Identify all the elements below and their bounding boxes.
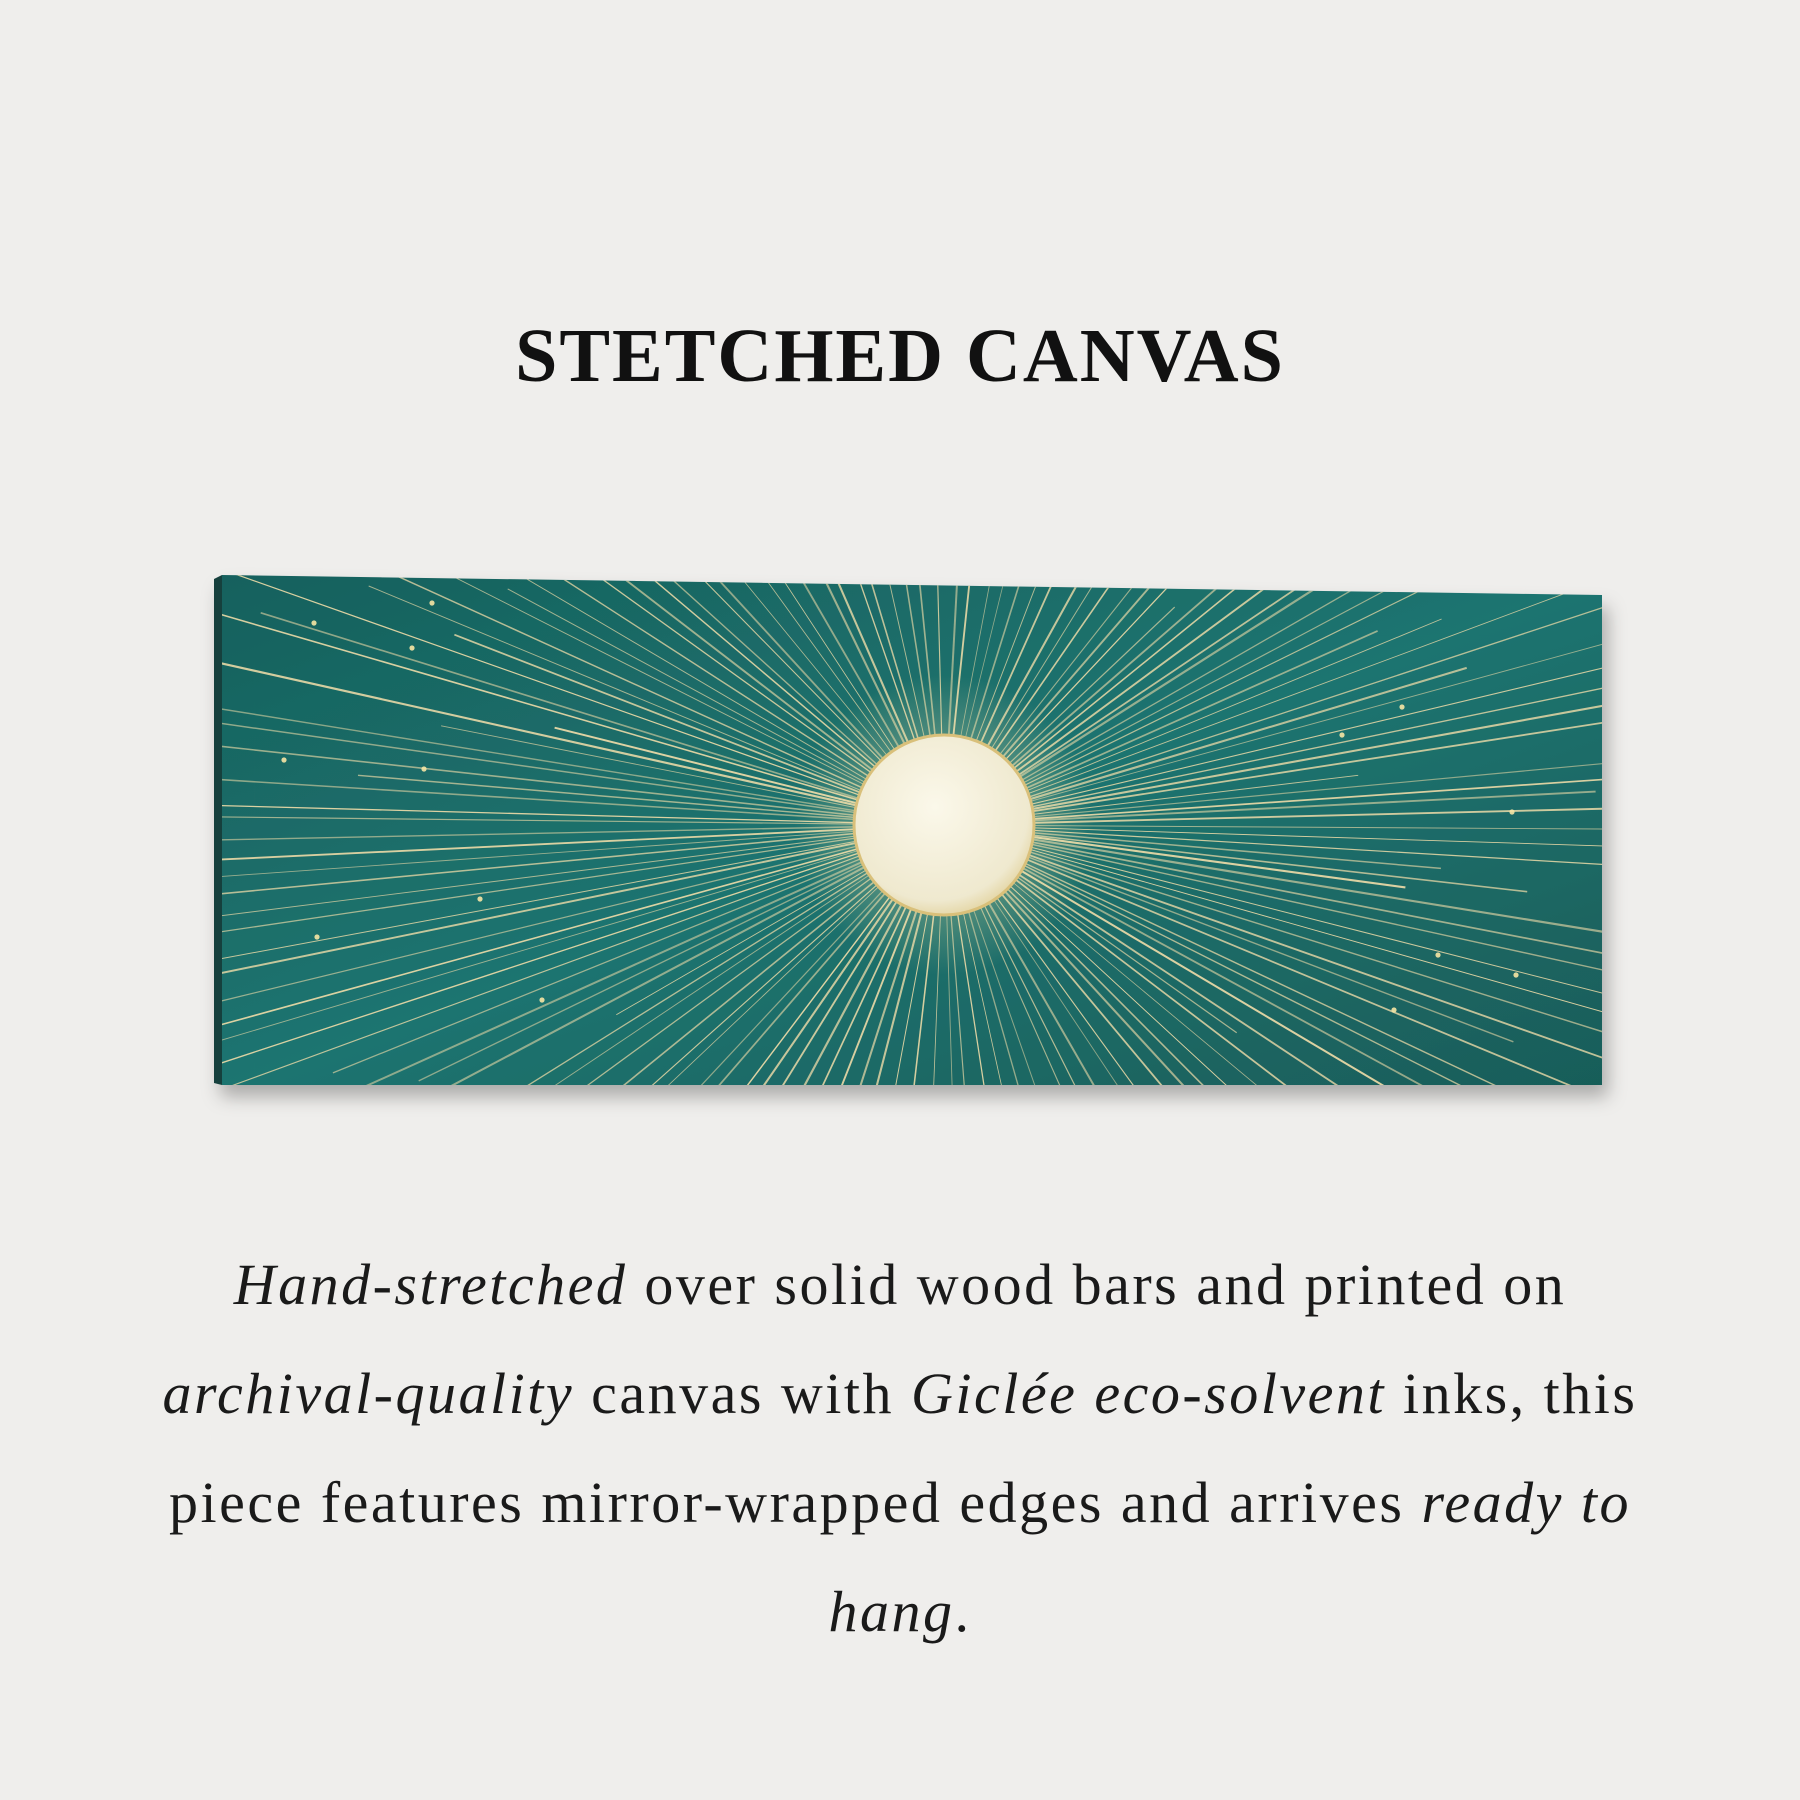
- description-emphasis: Hand-stretched: [233, 1252, 628, 1317]
- star-dot: [1509, 809, 1514, 814]
- description-text: over solid wood bars and printed on: [627, 1252, 1567, 1317]
- description-text: inks, this piece features mirror-wrapped edges and arrives: [168, 1361, 1638, 1535]
- star-dot: [1399, 704, 1404, 709]
- star-dot: [281, 757, 286, 762]
- star-dot: [421, 766, 426, 771]
- product-description: [150, 1230, 1650, 1666]
- star-dot: [311, 620, 316, 625]
- star-dot: [314, 934, 319, 939]
- star-dot: [477, 896, 482, 901]
- description-emphasis: ready to hang: [828, 1470, 1632, 1644]
- star-dot: [539, 997, 544, 1002]
- star-dot: [429, 600, 434, 605]
- star-dot: [409, 645, 414, 650]
- star-dot: [1339, 732, 1344, 737]
- star-dot: [1391, 1007, 1396, 1012]
- description-text: canvas with: [574, 1361, 912, 1426]
- star-dot: [1513, 972, 1518, 977]
- description-text: .: [954, 1579, 972, 1644]
- canvas-side-edge: [214, 575, 222, 1085]
- sun-disc: [854, 735, 1034, 915]
- page-title: STETCHED CANVAS: [515, 314, 1285, 398]
- star-dot: [1435, 952, 1440, 957]
- description-emphasis: archival-quality: [162, 1361, 575, 1426]
- description-emphasis: Giclée eco-solvent: [911, 1361, 1386, 1426]
- canvas-artwork: [222, 575, 1602, 1085]
